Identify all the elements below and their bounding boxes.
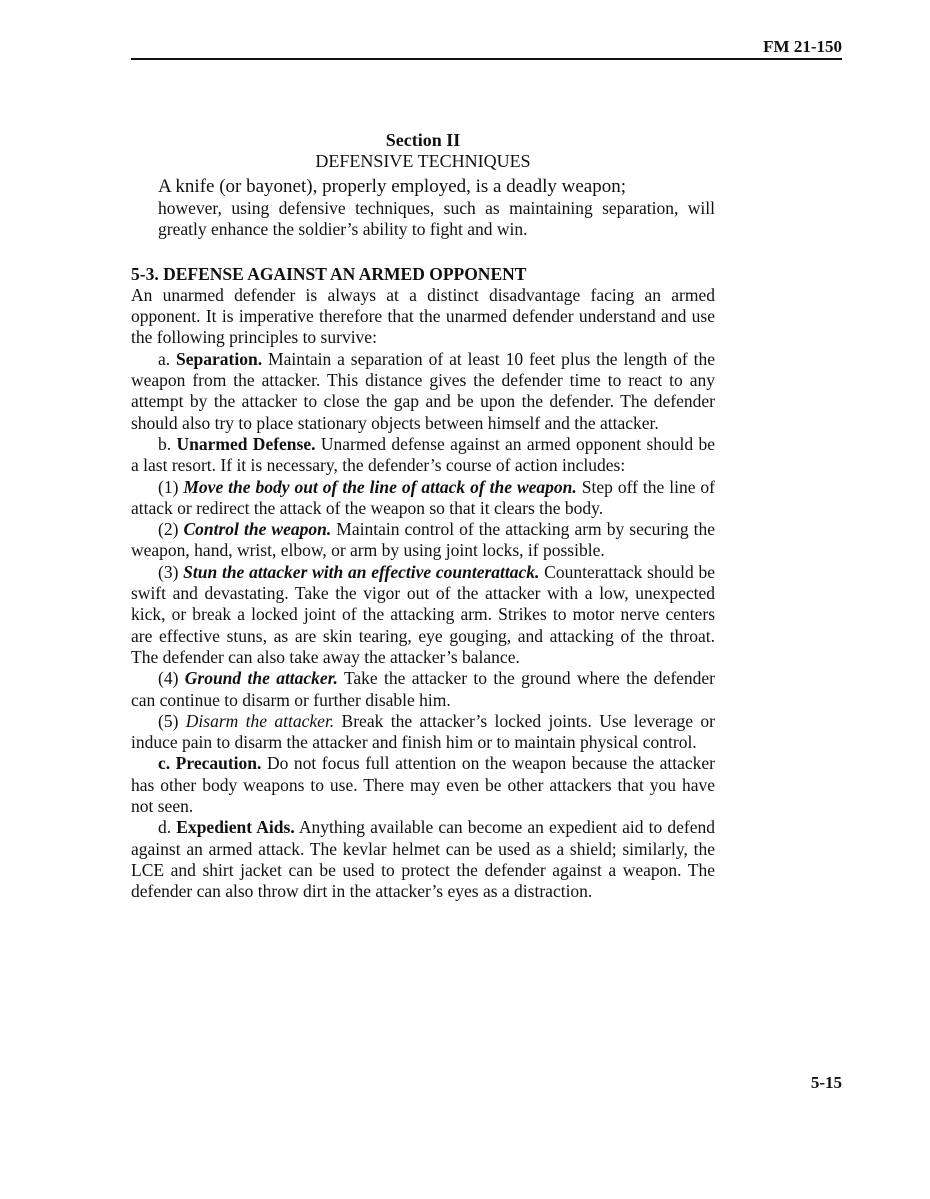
subparagraph-a-text: Maintain a separation of at least 10 feet plus the length of the weapon from the attacker. This distance gives the defender time to react to any attempt by the attacker to close the gap and be upon the defender. The defender should also try to place stationary objects between himself and the attacker. — [131, 348, 715, 433]
paragraph-intro: An unarmed defender is always at a distinct disadvantage facing an armed opponent. It is imperative therefore that the unarmed defender understand and use the following principles to survive: — [131, 284, 715, 348]
section-title: DEFENSIVE TECHNIQUES — [315, 151, 531, 171]
list-item-3 — [131, 562, 715, 668]
page-content — [131, 130, 715, 903]
section-heading — [131, 130, 715, 172]
subparagraph-d-prefix: d. — [158, 817, 177, 838]
list-item-4-prefix: (4) — [158, 668, 185, 689]
list-item-2-label: Control the weapon. — [183, 519, 332, 540]
subparagraph-b — [131, 434, 715, 477]
manual-code: FM 21-150 — [763, 37, 842, 56]
list-item-3-label: Stun the attacker with an effective counterattack. — [183, 561, 540, 582]
list-item-5 — [131, 711, 715, 754]
section-intro-rest: however, using defensive techniques, such as maintaining separation, will greatly enhance the soldier’s ability to fight and win. — [158, 198, 715, 240]
list-item-1-text: Step off the line of attack or redirect the attack of the weapon so that it clears the body. — [131, 476, 716, 518]
section-number: Section II — [385, 130, 461, 150]
list-item-4-label: Ground the attacker. — [184, 668, 338, 689]
subparagraph-b-label: Unarmed Defense. — [176, 433, 316, 454]
list-item-2-text: Maintain control of the attacking arm by securing the weapon, hand, wrist, elbow, or arm by using joint locks, if possible. — [131, 519, 716, 561]
list-item-4 — [131, 668, 715, 711]
list-item-5-text: Break the attacker’s locked joints. Use leverage or induce pain to disarm the attacker and finish him or to maintain physical control. — [131, 710, 715, 753]
subparagraph-a-label: Separation. — [176, 348, 263, 369]
subparagraph-d — [131, 817, 715, 902]
list-item-5-prefix: (5) — [158, 710, 186, 731]
subparagraph-a — [131, 349, 715, 434]
subparagraph-b-prefix: b. — [158, 433, 177, 454]
section-intro-lead: A knife (or bayonet), properly employed, is a deadly weapon; — [158, 176, 626, 197]
subparagraph-b-text: Unarmed defense against an armed opponent should be a last resort. If it is necessary, the defender’s course of action includes: — [131, 433, 716, 476]
list-item-1-label: Move the body out of the line of attack of the weapon. — [183, 476, 577, 497]
subparagraph-d-label: Expedient Aids. — [176, 817, 295, 838]
subparagraph-c — [131, 753, 715, 817]
list-item-2 — [131, 519, 715, 562]
section-intro — [158, 175, 715, 241]
list-item-5-label: Disarm the attacker. — [185, 710, 335, 731]
list-item-2-prefix: (2) — [158, 519, 184, 540]
list-item-3-prefix: (3) — [158, 561, 184, 582]
list-item-1-prefix: (1) — [158, 476, 184, 497]
paragraph-title: 5-3. DEFENSE AGAINST AN ARMED OPPONENT — [131, 263, 527, 284]
subparagraph-c-text: Do not focus full attention on the weapon because the attacker has other body weapons to use. There may even be other attackers that you have not seen. — [131, 753, 716, 817]
subparagraph-a-prefix: a. — [158, 348, 177, 369]
list-item-1 — [131, 477, 715, 520]
subparagraph-c-label: c. Precaution. — [158, 753, 262, 774]
list-item-4-text: Take the attacker to the ground where the defender can continue to disarm or further disable him. — [131, 668, 716, 710]
header-rule — [131, 58, 842, 60]
page-number: 5-15 — [810, 1073, 842, 1092]
subparagraph-d-text: Anything available can become an expedient aid to defend against an armed attack. The kevlar helmet can be used as a shield; similarly, the LCE and shirt jacket can be used to protect the defender against a weapon. The defender can also throw dirt in the attacker’s eyes as a distraction. — [131, 817, 716, 902]
list-item-3-text: Counterattack should be swift and devastating. Take the vigor out of the attacker with a low, unexpected kick, or break a locked joint of the attacking arm. Strikes to motor nerve centers are effective stuns, as are skin tearing, eye gouging, and attacking of the throat. The defender can also take away the attacker’s balance. — [131, 561, 715, 667]
